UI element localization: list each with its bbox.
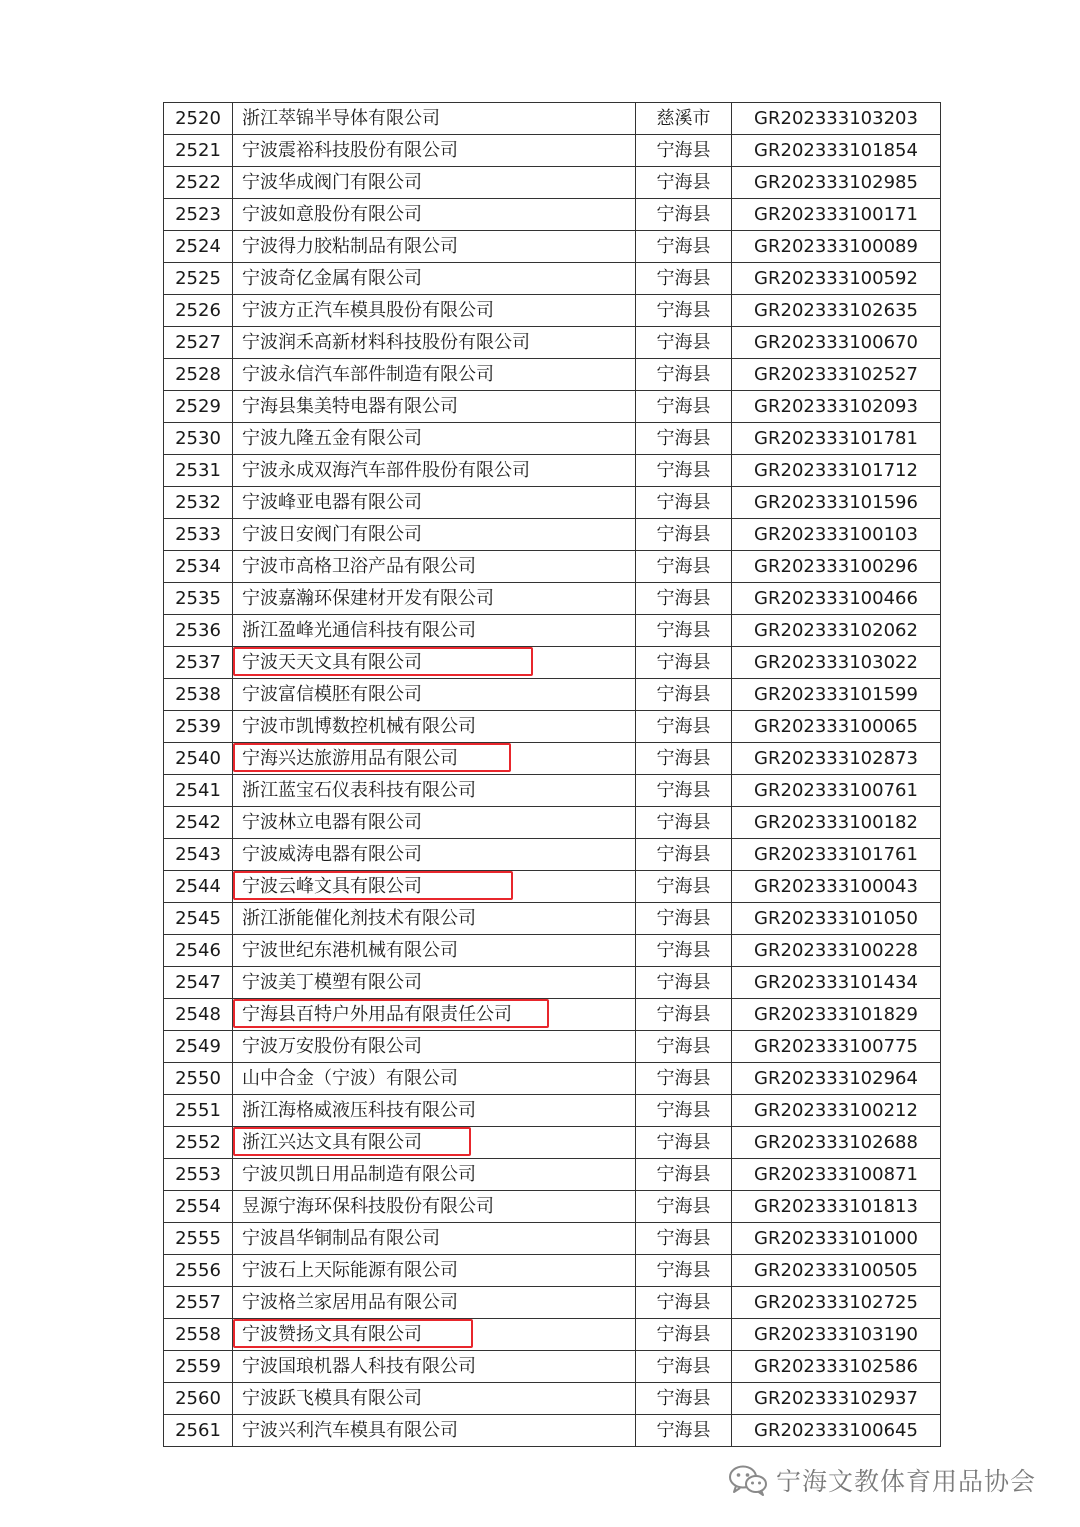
city: 宁海县 bbox=[636, 1319, 732, 1351]
company-table-body bbox=[164, 103, 941, 1447]
certificate-code: GR202333103190 bbox=[732, 1319, 941, 1351]
company-name bbox=[233, 391, 636, 423]
row-number: 2552 bbox=[164, 1127, 233, 1159]
table-row bbox=[164, 1031, 941, 1063]
company-name-text: 宁波如意股份有限公司 bbox=[242, 204, 422, 225]
certificate-code: GR202333101050 bbox=[732, 903, 941, 935]
company-name bbox=[233, 103, 636, 135]
table-row bbox=[164, 167, 941, 199]
row-number: 2520 bbox=[164, 103, 233, 135]
city: 宁海县 bbox=[636, 519, 732, 551]
row-number: 2551 bbox=[164, 1095, 233, 1127]
row-number: 2542 bbox=[164, 807, 233, 839]
row-number: 2531 bbox=[164, 455, 233, 487]
certificate-code: GR202333102725 bbox=[732, 1287, 941, 1319]
watermark-text: 宁海文教体育用品协会 bbox=[776, 1467, 1037, 1496]
city: 宁海县 bbox=[636, 1223, 732, 1255]
company-name bbox=[233, 1383, 636, 1415]
company-name bbox=[233, 967, 636, 999]
city: 宁海县 bbox=[636, 167, 732, 199]
company-name-text: 宁波赞扬文具有限公司 bbox=[242, 1324, 422, 1345]
company-name bbox=[233, 487, 636, 519]
company-name bbox=[233, 327, 636, 359]
city: 宁海县 bbox=[636, 391, 732, 423]
city: 宁海县 bbox=[636, 711, 732, 743]
company-name-text: 宁波永信汽车部件制造有限公司 bbox=[242, 364, 494, 385]
row-number: 2556 bbox=[164, 1255, 233, 1287]
city: 宁海县 bbox=[636, 359, 732, 391]
row-number: 2549 bbox=[164, 1031, 233, 1063]
company-name bbox=[233, 775, 636, 807]
table-row bbox=[164, 295, 941, 327]
certificate-code: GR202333100212 bbox=[732, 1095, 941, 1127]
table-row bbox=[164, 1095, 941, 1127]
certificate-code: GR202333102527 bbox=[732, 359, 941, 391]
city: 宁海县 bbox=[636, 679, 732, 711]
row-number: 2550 bbox=[164, 1063, 233, 1095]
table-row bbox=[164, 423, 941, 455]
certificate-code: GR202333102062 bbox=[732, 615, 941, 647]
certificate-code: GR202333102688 bbox=[732, 1127, 941, 1159]
city: 宁海县 bbox=[636, 903, 732, 935]
city: 宁海县 bbox=[636, 999, 732, 1031]
table-row bbox=[164, 903, 941, 935]
certificate-code: GR202333101712 bbox=[732, 455, 941, 487]
table-row bbox=[164, 807, 941, 839]
row-number: 2537 bbox=[164, 647, 233, 679]
company-name bbox=[233, 839, 636, 871]
row-number: 2540 bbox=[164, 743, 233, 775]
certificate-code: GR202333100103 bbox=[732, 519, 941, 551]
company-name bbox=[233, 1095, 636, 1127]
certificate-code: GR202333101761 bbox=[732, 839, 941, 871]
city: 宁海县 bbox=[636, 1191, 732, 1223]
row-number: 2539 bbox=[164, 711, 233, 743]
certificate-code: GR202333101599 bbox=[732, 679, 941, 711]
city: 宁海县 bbox=[636, 839, 732, 871]
company-name-text: 宁波永成双海汽车部件股份有限公司 bbox=[242, 460, 530, 481]
table-row bbox=[164, 1383, 941, 1415]
wechat-icon bbox=[728, 1464, 768, 1496]
row-number: 2521 bbox=[164, 135, 233, 167]
table-row bbox=[164, 1351, 941, 1383]
city: 宁海县 bbox=[636, 1287, 732, 1319]
row-number: 2532 bbox=[164, 487, 233, 519]
row-number: 2525 bbox=[164, 263, 233, 295]
certificate-code: GR202333100171 bbox=[732, 199, 941, 231]
company-name-text: 宁波贝凯日用品制造有限公司 bbox=[242, 1164, 476, 1185]
company-name bbox=[233, 711, 636, 743]
company-name-text: 宁波九隆五金有限公司 bbox=[242, 428, 422, 449]
city: 宁海县 bbox=[636, 743, 732, 775]
company-name bbox=[233, 1415, 636, 1447]
company-name bbox=[233, 551, 636, 583]
row-number: 2557 bbox=[164, 1287, 233, 1319]
city: 宁海县 bbox=[636, 1255, 732, 1287]
company-name bbox=[233, 423, 636, 455]
company-name-text: 浙江盈峰光通信科技有限公司 bbox=[242, 620, 476, 641]
company-name-text: 浙江兴达文具有限公司 bbox=[242, 1132, 422, 1153]
table-row bbox=[164, 839, 941, 871]
company-name bbox=[233, 1159, 636, 1191]
city: 宁海县 bbox=[636, 1127, 732, 1159]
table-row bbox=[164, 519, 941, 551]
city: 宁海县 bbox=[636, 199, 732, 231]
row-number: 2533 bbox=[164, 519, 233, 551]
city: 宁海县 bbox=[636, 1063, 732, 1095]
certificate-code: GR202333100871 bbox=[732, 1159, 941, 1191]
table-row bbox=[164, 551, 941, 583]
city: 宁海县 bbox=[636, 231, 732, 263]
company-name bbox=[233, 295, 636, 327]
company-name bbox=[233, 679, 636, 711]
city: 宁海县 bbox=[636, 1415, 732, 1447]
row-number: 2530 bbox=[164, 423, 233, 455]
company-name-text: 宁海县集美特电器有限公司 bbox=[242, 396, 458, 417]
certificate-code: GR202333100182 bbox=[732, 807, 941, 839]
table-row bbox=[164, 327, 941, 359]
company-name-text: 宁海兴达旅游用品有限公司 bbox=[242, 748, 458, 769]
table-row bbox=[164, 1255, 941, 1287]
table-row bbox=[164, 1415, 941, 1447]
table-row bbox=[164, 135, 941, 167]
certificate-code: GR202333103022 bbox=[732, 647, 941, 679]
row-number: 2559 bbox=[164, 1351, 233, 1383]
company-name bbox=[233, 903, 636, 935]
company-name-text: 宁波格兰家居用品有限公司 bbox=[242, 1292, 458, 1313]
certificate-code: GR202333101596 bbox=[732, 487, 941, 519]
row-number: 2560 bbox=[164, 1383, 233, 1415]
certificate-code: GR202333102937 bbox=[732, 1383, 941, 1415]
city: 宁海县 bbox=[636, 775, 732, 807]
company-name bbox=[233, 519, 636, 551]
certificate-code: GR202333100645 bbox=[732, 1415, 941, 1447]
row-number: 2548 bbox=[164, 999, 233, 1031]
company-name-text: 宁波美丁模塑有限公司 bbox=[242, 972, 422, 993]
certificate-code: GR202333102873 bbox=[732, 743, 941, 775]
company-name-text: 宁波国琅机器人科技有限公司 bbox=[242, 1356, 476, 1377]
table-row bbox=[164, 359, 941, 391]
row-number: 2561 bbox=[164, 1415, 233, 1447]
row-number: 2541 bbox=[164, 775, 233, 807]
certificate-code: GR202333101813 bbox=[732, 1191, 941, 1223]
row-number: 2523 bbox=[164, 199, 233, 231]
company-name-text: 宁波跃飞模具有限公司 bbox=[242, 1388, 422, 1409]
table-row bbox=[164, 935, 941, 967]
company-name-text: 宁波润禾高新材料科技股份有限公司 bbox=[242, 332, 530, 353]
certificate-code: GR202333102964 bbox=[732, 1063, 941, 1095]
certificate-code: GR202333100296 bbox=[732, 551, 941, 583]
certificate-code: GR202333102635 bbox=[732, 295, 941, 327]
company-name-text: 山中合金（宁波）有限公司 bbox=[242, 1068, 458, 1089]
company-name bbox=[233, 871, 636, 903]
company-name bbox=[233, 647, 636, 679]
row-number: 2522 bbox=[164, 167, 233, 199]
company-name-text: 宁波市凯博数控机械有限公司 bbox=[242, 716, 476, 737]
city: 宁海县 bbox=[636, 647, 732, 679]
row-number: 2558 bbox=[164, 1319, 233, 1351]
table-row bbox=[164, 615, 941, 647]
company-name bbox=[233, 615, 636, 647]
city: 宁海县 bbox=[636, 1095, 732, 1127]
city: 宁海县 bbox=[636, 1031, 732, 1063]
company-name-text: 宁波峰亚电器有限公司 bbox=[242, 492, 422, 513]
certificate-code: GR202333100761 bbox=[732, 775, 941, 807]
company-name bbox=[233, 455, 636, 487]
certificate-code: GR202333100228 bbox=[732, 935, 941, 967]
city: 宁海县 bbox=[636, 327, 732, 359]
row-number: 2524 bbox=[164, 231, 233, 263]
company-name bbox=[233, 583, 636, 615]
company-name bbox=[233, 199, 636, 231]
company-name bbox=[233, 135, 636, 167]
certificate-code: GR202333100775 bbox=[732, 1031, 941, 1063]
row-number: 2528 bbox=[164, 359, 233, 391]
table-row bbox=[164, 1063, 941, 1095]
table-row bbox=[164, 263, 941, 295]
company-name bbox=[233, 1031, 636, 1063]
row-number: 2535 bbox=[164, 583, 233, 615]
company-name bbox=[233, 1191, 636, 1223]
company-name bbox=[233, 935, 636, 967]
certificate-code: GR202333100043 bbox=[732, 871, 941, 903]
city: 慈溪市 bbox=[636, 103, 732, 135]
company-name bbox=[233, 1287, 636, 1319]
certificate-code: GR202333102586 bbox=[732, 1351, 941, 1383]
company-name-text: 宁波嘉瀚环保建材开发有限公司 bbox=[242, 588, 494, 609]
row-number: 2543 bbox=[164, 839, 233, 871]
company-name-text: 宁波震裕科技股份有限公司 bbox=[242, 140, 458, 161]
company-name-text: 昱源宁海环保科技股份有限公司 bbox=[242, 1196, 494, 1217]
city: 宁海县 bbox=[636, 807, 732, 839]
company-name-text: 浙江萃锦半导体有限公司 bbox=[242, 108, 440, 129]
company-name bbox=[233, 807, 636, 839]
table-row bbox=[164, 775, 941, 807]
certificate-code: GR202333100670 bbox=[732, 327, 941, 359]
company-name bbox=[233, 743, 636, 775]
city: 宁海县 bbox=[636, 871, 732, 903]
table-row bbox=[164, 743, 941, 775]
company-name-text: 宁波市高格卫浴产品有限公司 bbox=[242, 556, 476, 577]
company-name bbox=[233, 231, 636, 263]
table-row bbox=[164, 1159, 941, 1191]
certificate-code: GR202333101781 bbox=[732, 423, 941, 455]
row-number: 2538 bbox=[164, 679, 233, 711]
company-name-text: 宁波得力胶粘制品有限公司 bbox=[242, 236, 458, 257]
table-row bbox=[164, 967, 941, 999]
certificate-code: GR202333101829 bbox=[732, 999, 941, 1031]
certificate-code: GR202333102985 bbox=[732, 167, 941, 199]
company-name bbox=[233, 999, 636, 1031]
row-number: 2536 bbox=[164, 615, 233, 647]
city: 宁海县 bbox=[636, 967, 732, 999]
company-name-text: 宁波日安阀门有限公司 bbox=[242, 524, 422, 545]
row-number: 2544 bbox=[164, 871, 233, 903]
company-name bbox=[233, 167, 636, 199]
company-name-text: 宁波昌华铜制品有限公司 bbox=[242, 1228, 440, 1249]
table-row bbox=[164, 583, 941, 615]
company-name-text: 宁波威涛电器有限公司 bbox=[242, 844, 422, 865]
certificate-code: GR202333100466 bbox=[732, 583, 941, 615]
watermark bbox=[728, 1462, 1058, 1498]
row-number: 2555 bbox=[164, 1223, 233, 1255]
company-name-text: 宁海县百特户外用品有限责任公司 bbox=[242, 1004, 512, 1025]
company-name bbox=[233, 359, 636, 391]
row-number: 2554 bbox=[164, 1191, 233, 1223]
table-row bbox=[164, 647, 941, 679]
table-row bbox=[164, 999, 941, 1031]
row-number: 2529 bbox=[164, 391, 233, 423]
company-name bbox=[233, 1063, 636, 1095]
table-row bbox=[164, 487, 941, 519]
company-name-text: 宁波林立电器有限公司 bbox=[242, 812, 422, 833]
company-name-text: 宁波石上天际能源有限公司 bbox=[242, 1260, 458, 1281]
certificate-code: GR202333103203 bbox=[732, 103, 941, 135]
row-number: 2534 bbox=[164, 551, 233, 583]
table-row bbox=[164, 391, 941, 423]
table-row bbox=[164, 1319, 941, 1351]
company-name-text: 宁波天天文具有限公司 bbox=[242, 652, 422, 673]
city: 宁海县 bbox=[636, 455, 732, 487]
company-name bbox=[233, 1351, 636, 1383]
table-row bbox=[164, 711, 941, 743]
row-number: 2547 bbox=[164, 967, 233, 999]
row-number: 2553 bbox=[164, 1159, 233, 1191]
city: 宁海县 bbox=[636, 295, 732, 327]
table-row bbox=[164, 679, 941, 711]
company-table bbox=[163, 102, 941, 1447]
table-row bbox=[164, 199, 941, 231]
row-number: 2527 bbox=[164, 327, 233, 359]
company-name-text: 宁波世纪东港机械有限公司 bbox=[242, 940, 458, 961]
city: 宁海县 bbox=[636, 135, 732, 167]
company-name-text: 浙江蓝宝石仪表科技有限公司 bbox=[242, 780, 476, 801]
company-name bbox=[233, 1127, 636, 1159]
table-row bbox=[164, 231, 941, 263]
city: 宁海县 bbox=[636, 583, 732, 615]
table-row bbox=[164, 871, 941, 903]
city: 宁海县 bbox=[636, 935, 732, 967]
certificate-code: GR202333101000 bbox=[732, 1223, 941, 1255]
table-row bbox=[164, 1223, 941, 1255]
company-name-text: 宁波华成阀门有限公司 bbox=[242, 172, 422, 193]
city: 宁海县 bbox=[636, 1159, 732, 1191]
company-name bbox=[233, 1255, 636, 1287]
certificate-code: GR202333100065 bbox=[732, 711, 941, 743]
certificate-code: GR202333102093 bbox=[732, 391, 941, 423]
table-row bbox=[164, 1127, 941, 1159]
row-number: 2526 bbox=[164, 295, 233, 327]
city: 宁海县 bbox=[636, 423, 732, 455]
company-name-text: 宁波奇亿金属有限公司 bbox=[242, 268, 422, 289]
city: 宁海县 bbox=[636, 1383, 732, 1415]
certificate-code: GR202333101854 bbox=[732, 135, 941, 167]
table-row bbox=[164, 103, 941, 135]
row-number: 2545 bbox=[164, 903, 233, 935]
table-row bbox=[164, 455, 941, 487]
company-name-text: 宁波云峰文具有限公司 bbox=[242, 876, 422, 897]
company-name bbox=[233, 1319, 636, 1351]
city: 宁海县 bbox=[636, 1351, 732, 1383]
company-name-text: 宁波万安股份有限公司 bbox=[242, 1036, 422, 1057]
company-name bbox=[233, 1223, 636, 1255]
city: 宁海县 bbox=[636, 615, 732, 647]
company-name-text: 浙江浙能催化剂技术有限公司 bbox=[242, 908, 476, 929]
company-name-text: 浙江海格威液压科技有限公司 bbox=[242, 1100, 476, 1121]
certificate-code: GR202333100089 bbox=[732, 231, 941, 263]
row-number: 2546 bbox=[164, 935, 233, 967]
table-row bbox=[164, 1287, 941, 1319]
city: 宁海县 bbox=[636, 263, 732, 295]
certificate-code: GR202333100592 bbox=[732, 263, 941, 295]
table-row bbox=[164, 1191, 941, 1223]
city: 宁海县 bbox=[636, 551, 732, 583]
company-name-text: 宁波富信模胚有限公司 bbox=[242, 684, 422, 705]
company-name bbox=[233, 263, 636, 295]
certificate-code: GR202333100505 bbox=[732, 1255, 941, 1287]
certificate-code: GR202333101434 bbox=[732, 967, 941, 999]
city: 宁海县 bbox=[636, 487, 732, 519]
company-name-text: 宁波方正汽车模具股份有限公司 bbox=[242, 300, 494, 321]
company-name-text: 宁波兴利汽车模具有限公司 bbox=[242, 1420, 458, 1441]
